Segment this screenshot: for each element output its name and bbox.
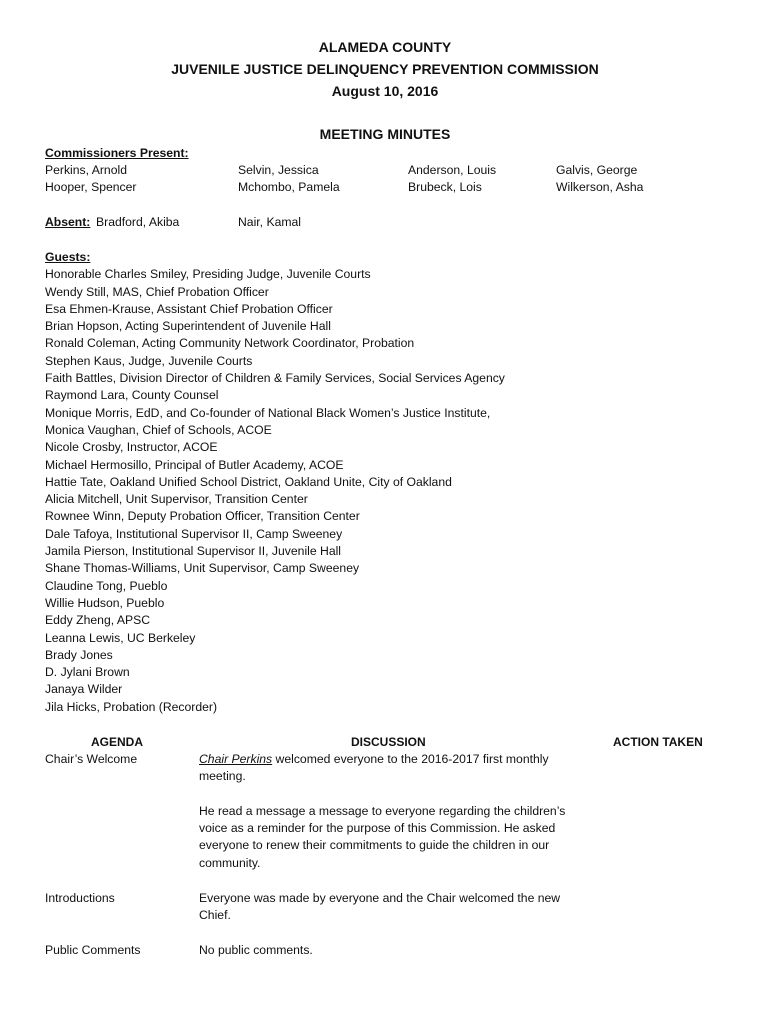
absent-label: Absent:	[45, 215, 91, 229]
guest-entry: Esa Ehmen-Krause, Assistant Chief Probation Officer	[45, 301, 333, 316]
discussion-paragraph: He read a message a message to everyone regarding the children’s voice as a reminder for the purpose of this Commission. He asked everyone to renew their commitments to guide the children in our community.	[199, 803, 566, 870]
commissioner-name: Perkins, Arnold	[45, 163, 127, 177]
header-commission: JUVENILE JUSTICE DELINQUENCY PREVENTION COMMISSION	[171, 61, 599, 77]
commissioners-column-2	[238, 162, 340, 197]
commissioners-column-3	[408, 162, 496, 197]
guest-entry: Hattie Tate, Oakland Unified School District, Oakland Unite, City of Oakland	[45, 474, 452, 489]
agenda-header: AGENDA	[91, 735, 144, 749]
agenda-item-chairs-welcome: Chair’s Welcome	[45, 752, 138, 766]
commissioner-name: Anderson, Louis	[408, 163, 497, 177]
guest-entry: Eddy Zheng, APSC	[45, 613, 151, 628]
discussion-header: DISCUSSION	[351, 735, 426, 749]
guest-entry: Michael Hermosillo, Principal of Butler Academy, ACOE	[45, 457, 344, 472]
guest-entry: Raymond Lara, County Counsel	[45, 388, 219, 403]
guest-entry: Shane Thomas-Williams, Unit Supervisor, Camp Sweeney	[45, 561, 360, 576]
absent-name: Nair, Kamal	[238, 215, 301, 229]
page-title: MEETING MINUTES	[319, 126, 451, 142]
discussion-public-comments: No public comments.	[199, 943, 313, 957]
document-header	[0, 36, 770, 102]
action-taken-header: ACTION TAKEN	[613, 735, 703, 749]
guest-entry: Jila Hicks, Probation (Recorder)	[45, 699, 218, 714]
discussion-chairs-welcome	[199, 751, 571, 889]
guest-entry: Jamila Pierson, Institutional Supervisor II, Juvenile Hall	[45, 544, 342, 559]
chair-name-link: Chair Perkins	[199, 752, 273, 766]
absent-name: Bradford, Akiba	[96, 215, 180, 229]
guest-entry: Alicia Mitchell, Unit Supervisor, Transition Center	[45, 492, 308, 507]
guest-entry: Brady Jones	[45, 647, 113, 662]
discussion-introductions: Everyone was made by everyone and the Chair welcomed the new Chief.	[199, 891, 561, 923]
commissioner-name: Mchombo, Pamela	[238, 180, 340, 195]
commissioner-name: Galvis, George	[556, 163, 638, 177]
header-date: August 10, 2016	[331, 83, 439, 99]
commissioner-name: Brubeck, Lois	[408, 180, 482, 195]
agenda-item-introductions: Introductions	[45, 891, 115, 905]
discussion-paragraph	[199, 751, 571, 786]
commissioners-label: Commissioners Present:	[45, 146, 189, 160]
absent-row	[45, 214, 745, 231]
guest-entry: Ronald Coleman, Acting Community Network Coordinator, Probation	[45, 336, 415, 351]
guest-entry: D. Jylani Brown	[45, 665, 130, 680]
header-county: ALAMEDA COUNTY	[318, 39, 452, 55]
guests-section	[45, 249, 745, 716]
guest-entry: Leanna Lewis, UC Berkeley	[45, 630, 196, 645]
guest-entry: Brian Hopson, Acting Superintendent of Juvenile Hall	[45, 319, 331, 334]
guest-entry: Monica Vaughan, Chief of Schools, ACOE	[45, 422, 272, 437]
guest-entry: Monique Morris, EdD, and Co-founder of National Black Women’s Justice Institute,	[45, 405, 491, 420]
discussion-text: welcomed everyone to the 2016-2017 first monthly meeting.	[199, 752, 549, 784]
commissioners-column-4	[556, 162, 643, 197]
agenda-item-public-comments: Public Comments	[45, 943, 141, 957]
guests-label: Guests:	[45, 250, 91, 264]
commissioner-name: Hooper, Spencer	[45, 180, 137, 195]
commissioner-name: Wilkerson, Asha	[556, 180, 644, 195]
guest-entry: Rownee Winn, Deputy Probation Officer, Transition Center	[45, 509, 360, 524]
guest-entry: Faith Battles, Division Director of Children & Family Services, Social Services Agency	[45, 371, 505, 386]
guest-entry: Claudine Tong, Pueblo	[45, 578, 168, 593]
guest-entry: Nicole Crosby, Instructor, ACOE	[45, 440, 218, 455]
guest-entry: Stephen Kaus, Judge, Juvenile Courts	[45, 353, 253, 368]
guest-list	[45, 266, 745, 716]
guest-entry: Willie Hudson, Pueblo	[45, 595, 165, 610]
guest-entry: Janaya Wilder	[45, 682, 123, 697]
guest-entry: Honorable Charles Smiley, Presiding Judge, Juvenile Courts	[45, 267, 371, 282]
commissioners-column-1	[45, 162, 136, 197]
guest-entry: Wendy Still, MAS, Chief Probation Officer	[45, 284, 269, 299]
commissioner-name: Selvin, Jessica	[238, 163, 319, 177]
guest-entry: Dale Tafoya, Institutional Supervisor II, Camp Sweeney	[45, 526, 343, 541]
